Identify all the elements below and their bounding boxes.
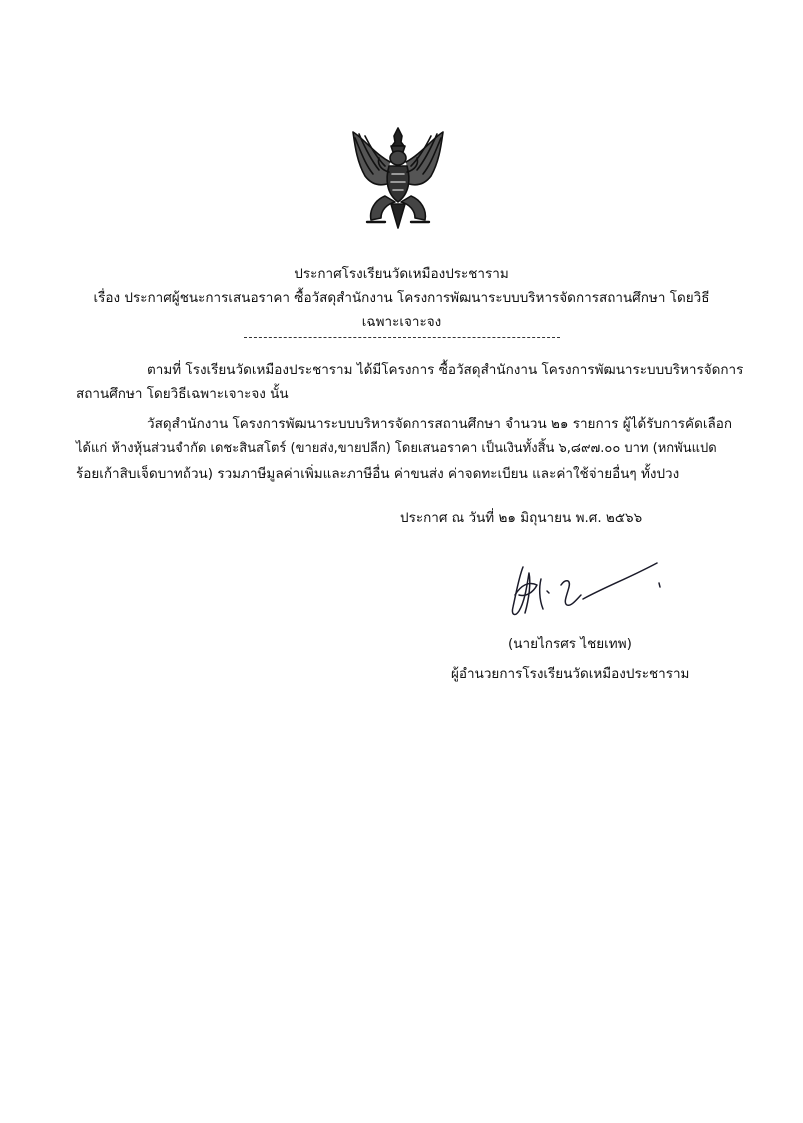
paragraph2-line1: วัสดุสำนักงาน โครงการพัฒนาระบบบริหารจัดการสถานศึกษา จำนวน ๒๑ รายการ ผู้ได้รับการคัดเลือก	[147, 416, 733, 432]
signatory-position: ผู้อำนวยการโรงเรียนวัดเหมืองประชาราม	[451, 666, 690, 682]
paragraph1-line1: ตามที่ โรงเรียนวัดเหมืองประชาราม ได้มีโครงการ ซื้อวัสดุสำนักงาน โครงการพัฒนาระบบบริหารจัดการ	[147, 362, 744, 378]
announcement-subject-line2: เฉพาะเจาะจง	[361, 314, 442, 330]
paragraph1-line2: สถานศึกษา โดยวิธีเฉพาะเจาะจง นั้น	[76, 386, 289, 402]
announcement-title: ประกาศโรงเรียนวัดเหมืองประชาราม	[294, 266, 509, 282]
paragraph2-line3: ร้อยเก้าสิบเจ็ดบาทถ้วน) รวมภาษีมูลค่าเพิ่มและภาษีอื่น ค่าขนส่ง ค่าจดทะเบียน และค่าใช้จ่ายอื่นๆ ทั้งปวง	[76, 466, 680, 482]
announcement-subject-line1: เรื่อง ประกาศผู้ชนะการเสนอราคา ซื้อวัสดุสำนักงาน โครงการพัฒนาระบบบริหารจัดการสถานศึกษา โดยวิธี	[93, 290, 710, 306]
garuda-emblem-icon	[345, 124, 451, 232]
paragraph2-line2: ได้แก่ ห้างหุ้นส่วนจำกัด เดชะสินสโตร์ (ขายส่ง,ขายปลีก) โดยเสนอราคา เป็นเงินทั้งสิ้น ๖,๘๙๗.๐๐ บาท (หกพันแปด	[76, 441, 717, 456]
signatory-name: (นายไกรศร ไชยเทพ)	[508, 636, 632, 652]
announcement-date: ประกาศ ณ วันที่ ๒๑ มิถุนายน พ.ศ. ๒๕๖๖	[400, 510, 643, 526]
heading-divider	[244, 337, 560, 338]
handwritten-signature	[505, 555, 665, 625]
